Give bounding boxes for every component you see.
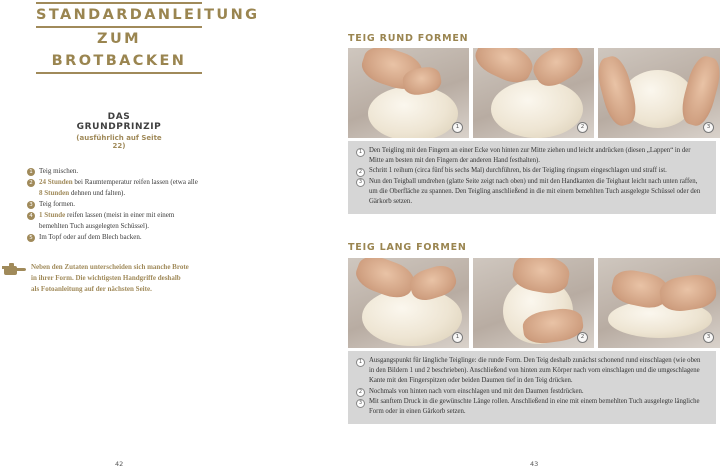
step-photo bbox=[598, 258, 720, 348]
instructions-long bbox=[348, 351, 716, 424]
photo-number-badge: 3 bbox=[703, 122, 714, 133]
title-rule-bottom bbox=[36, 72, 202, 74]
page-number: 43 bbox=[530, 460, 539, 468]
step-text: Teig formen. bbox=[39, 200, 76, 208]
step-number-badge: 2 bbox=[356, 388, 365, 397]
step-number-badge: 3 bbox=[356, 399, 365, 408]
step-number-badge: 1 bbox=[356, 148, 365, 157]
step-text: Schritt 1 reihum (circa fünf bis sechs Mal) durchführen, bis der Teigling ringsum eingeschlagen und straff ist. bbox=[369, 167, 667, 175]
photo-number-badge: 1 bbox=[452, 122, 463, 133]
step-text: 24 Stunden bei Raumtemperatur reifen lassen (etwa alle 8 Stunden dehnen und falten). bbox=[39, 178, 198, 197]
photo-number-badge: 3 bbox=[703, 332, 714, 343]
step-number-badge: 3 bbox=[27, 201, 35, 209]
photo-row-round bbox=[348, 48, 720, 138]
page-number: 42 bbox=[115, 460, 124, 468]
step-text: 1 Stunde reifen lassen (meist in einer mit einem bemehlten Tuch ausgelegten Schüssel). bbox=[39, 211, 175, 230]
step-photo bbox=[598, 48, 720, 138]
title-line-2: ZUM BROTBACKEN bbox=[51, 31, 187, 69]
step-text: Nochmals von hinten nach vorn einschlagen und mit den Daumen festdrücken. bbox=[369, 387, 584, 395]
step-text: Den Teigling mit den Fingern an einer Ecke von hinten zur Mitte ziehen und leicht andrücken (diesen „Lappen“ in der Mitte am besten mit den Fingern der anderen Hand festhalten). bbox=[369, 147, 691, 165]
step-text: Im Topf oder auf dem Blech backen. bbox=[39, 233, 142, 241]
list-item bbox=[27, 166, 202, 177]
list-item bbox=[356, 166, 704, 177]
photo-number-badge: 2 bbox=[577, 332, 588, 343]
photo-number-badge: 2 bbox=[577, 122, 588, 133]
step-text: Nun den Teigball umdrehen (glatte Seite zeigt nach oben) und mit den Handkanten die Teighaut leicht nach unten raffen, um die Oberfläche zu spannen. Den Teigling anschließend in die mit einem bemehlten Tuch ausgelegte Schüssel oder den Gärkorb setzen. bbox=[369, 177, 701, 206]
step-photo bbox=[473, 48, 594, 138]
book-title bbox=[36, 0, 260, 74]
step-photo bbox=[473, 258, 594, 348]
step-number-badge: 1 bbox=[27, 168, 35, 176]
step-photo bbox=[348, 258, 469, 348]
list-item bbox=[356, 177, 704, 208]
step-text: Ausgangspunkt für längliche Teiglinge: die runde Form. Den Teig deshalb zunächst schonend rund einschlagen (wie oben in den Bildern 1 und 2 beschrieben). Anschließend von hinten zum Körper nach vorn einschlagen und die umgeschlagene Kante mit den Fingerspitzen oder beiden Daumen tief in den Teig drücken. bbox=[369, 357, 701, 385]
instructions-round bbox=[348, 141, 716, 214]
photo-number-badge: 1 bbox=[452, 332, 463, 343]
list-item bbox=[356, 387, 704, 398]
section-title-round: TEIG RUND FORMEN bbox=[348, 33, 469, 44]
step-text: Mit sanftem Druck in die gewünschte Länge rollen. Anschließend in eine mit einem bemehlten Tuch ausgelegte längliche Form oder in einen Gärkorb setzen. bbox=[369, 398, 700, 416]
step-number-badge: 2 bbox=[356, 168, 365, 177]
pointing-hand-icon bbox=[2, 263, 26, 275]
step-number-badge: 5 bbox=[27, 234, 35, 242]
list-item bbox=[356, 397, 704, 417]
list-item bbox=[27, 199, 202, 210]
step-number-badge: 2 bbox=[27, 179, 35, 187]
right-page bbox=[348, 0, 720, 468]
section-title-long: TEIG LANG FORMEN bbox=[348, 242, 467, 253]
list-item bbox=[27, 177, 202, 199]
grundprinzip-heading bbox=[70, 112, 168, 150]
list-item bbox=[27, 232, 202, 243]
list-item bbox=[356, 356, 704, 387]
section-subtitle: (ausführlich auf Seite 22) bbox=[76, 134, 162, 150]
hint-text: Neben den Zutaten unterscheiden sich manche Brote in ihrer Form. Die wichtigsten Handgriffe deshalb als Fotoanleitung auf der nächsten Seite. bbox=[31, 263, 189, 293]
step-photo bbox=[348, 48, 469, 138]
photo-row-long bbox=[348, 258, 720, 348]
grundprinzip-steps bbox=[27, 166, 202, 243]
list-item bbox=[356, 146, 704, 166]
step-number-badge: 4 bbox=[27, 212, 35, 220]
step-number-badge: 3 bbox=[356, 178, 365, 187]
title-line-1: STANDARDANLEITUNG bbox=[36, 7, 260, 23]
section-title: DAS GRUNDPRINZIP bbox=[76, 112, 162, 132]
step-number-badge: 1 bbox=[356, 358, 365, 367]
list-item bbox=[27, 210, 202, 232]
hint-note bbox=[2, 262, 190, 295]
step-text: Teig mischen. bbox=[39, 167, 79, 175]
